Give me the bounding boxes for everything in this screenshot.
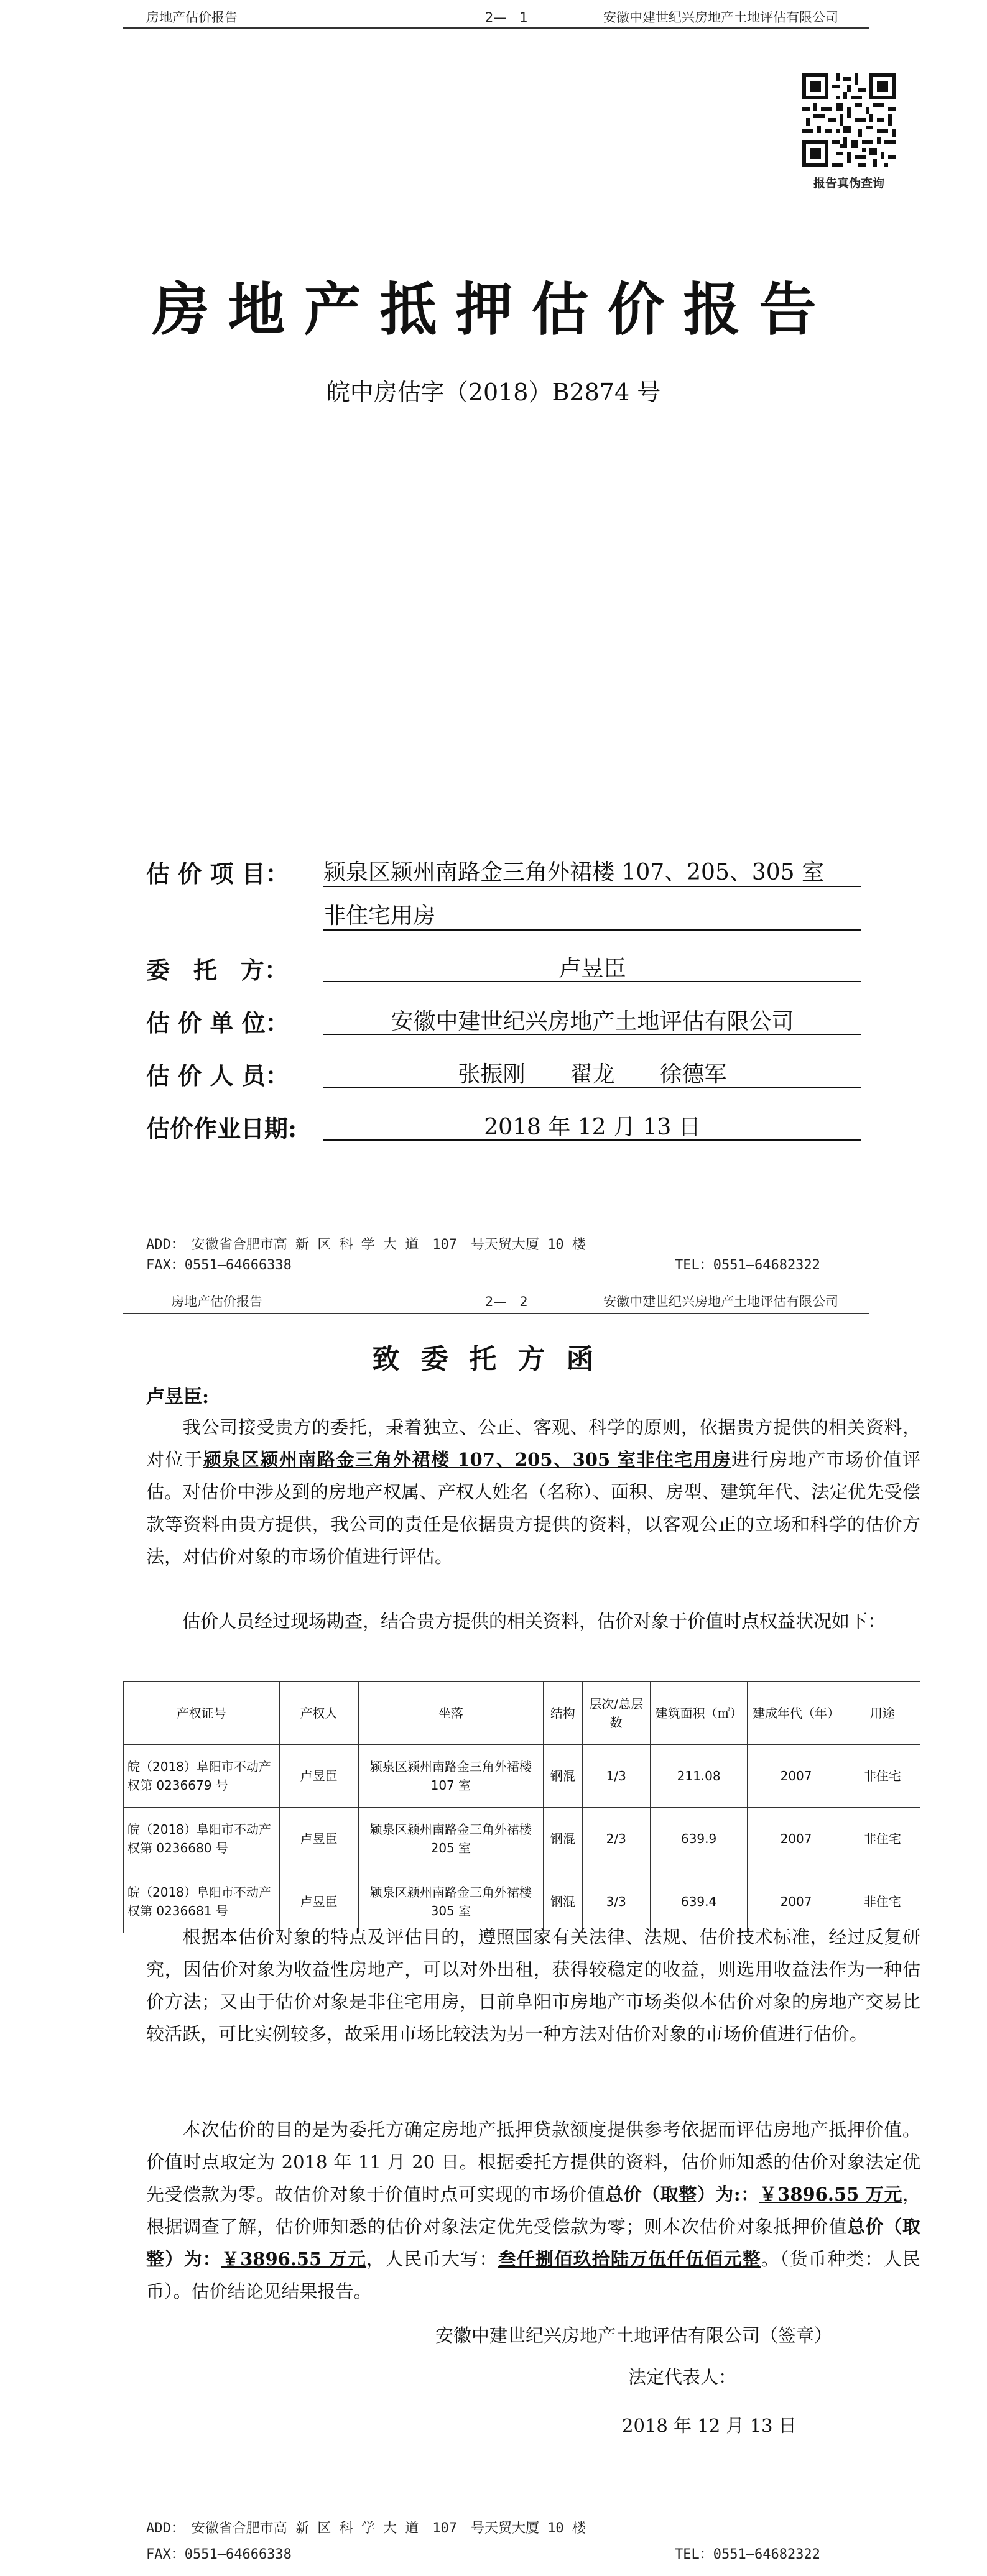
table-header-cell: 结构 xyxy=(544,1682,582,1745)
page1-footer-tel: TEL：0551—64682322 xyxy=(675,1258,820,1273)
value-label: 总价（取整）为:： xyxy=(605,2184,759,2205)
paragraph-4-text-end: 。（货币种类：人民币）。估价结论见结果报告。 xyxy=(146,2248,920,2302)
table-cell: 钢混 xyxy=(544,1808,582,1870)
table-cell: 卢昱臣 xyxy=(279,1745,358,1808)
signature-legal-rep: 法定代表人： xyxy=(628,2367,737,2388)
table-cell: 2/3 xyxy=(582,1808,650,1870)
letter-salutation: 卢昱臣: xyxy=(146,1386,210,1408)
field-value-date: 2018 年 12 月 13 日 xyxy=(484,1115,701,1140)
page1-header-left: 房地产估价报告 xyxy=(146,10,238,25)
qr-code-icon[interactable] xyxy=(802,73,896,167)
paragraph-1-text: 我公司接受贵方的委托，秉着独立、公正、客观、科学的原则，依据贵方提供的相关资料，对位于 xyxy=(146,1417,920,1470)
table-cell: 非住宅 xyxy=(845,1808,920,1870)
paragraph-4-text: 本次估价的目的是为委托方确定房地产抵押贷款额度提供参考依据而评估房地产抵押价值。价值时点取定为 2018 年 11 月 20 日。根据委托方提供的资料，估价师知悉的估价对象法定优先受偿款为零。故估价对象于价值时点可实现的市场价值 xyxy=(146,2119,920,2205)
table-cell: 钢混 xyxy=(544,1745,582,1808)
table-cell: 非住宅 xyxy=(845,1745,920,1808)
table-header-cell: 用途 xyxy=(845,1682,920,1745)
page2-header-right: 安徽中建世纪兴房地产土地评估有限公司 xyxy=(603,1294,838,1309)
report-number: 皖中房估字（2018）B2874 号 xyxy=(326,379,661,406)
letter-paragraph-2 xyxy=(146,1605,920,1637)
field-value-client: 卢昱臣 xyxy=(558,956,626,982)
letter-paragraph-1 xyxy=(146,1411,920,1573)
table-header-cell: 产权人 xyxy=(279,1682,358,1745)
table-cell: 皖（2018）阜阳市不动产权第 0236680 号 xyxy=(124,1808,280,1870)
table-cell: 卢昱臣 xyxy=(279,1808,358,1870)
page1-header-page: 2— 1 xyxy=(485,10,528,25)
paragraph-4-text-cont2: ，人民币大写： xyxy=(366,2248,498,2270)
table-header-cell: 建成年代（年） xyxy=(748,1682,845,1745)
page2-header-page: 2— 2 xyxy=(485,1294,528,1309)
field-label-client: 委 托 方： xyxy=(146,956,289,984)
table-cell: 639.9 xyxy=(650,1808,747,1870)
signature-date: 2018 年 12 月 13 日 xyxy=(622,2415,797,2436)
table-cell: 2007 xyxy=(748,1870,845,1933)
table-row xyxy=(124,1808,920,1870)
mortgage-value: ￥3896.55 万元 xyxy=(221,2248,367,2270)
page1-header-right: 安徽中建世纪兴房地产土地评估有限公司 xyxy=(603,10,838,25)
underline xyxy=(323,1087,861,1088)
paragraph-2-text: 估价人员经过现场勘查，结合贵方提供的相关资料，估价对象于价值时点权益状况如下： xyxy=(182,1611,886,1632)
table-header-row xyxy=(124,1682,920,1745)
page1-footer-address: ADD： 安徽省合肥市高 新 区 科 学 大 道 107 号天贸大厦 10 楼 xyxy=(146,1237,586,1253)
letter-title: 致委托方函 xyxy=(372,1343,615,1375)
paragraph-3-text: 根据本估价对象的特点及评估目的，遵照国家有关法律、法规、估价技术标准，经过反复研究，因估价对象为收益性房地产，可以对外出租，获得较稳定的收益，则选用收益法作为一种估价方法；又由于估价对象是非住宅用房，目前阜阳市房地产市场类似本估价对象的房地产交易比较活跃，可比实例较多，故采用市场比较法为另一种方法对估价对象的市场价值进行估价。 xyxy=(146,1926,920,2045)
table-cell: 3/3 xyxy=(582,1870,650,1933)
qr-caption: 报告真伪查询 xyxy=(813,177,884,190)
letter-paragraph-4 xyxy=(146,2114,920,2307)
field-label-appraiser-org: 估 价 单 位： xyxy=(146,1009,289,1037)
field-label-appraisers: 估 价 人 员： xyxy=(146,1062,289,1090)
value-in-words: 叁仟捌佰玖拾陆万伍仟伍佰元整 xyxy=(498,2248,761,2270)
table-cell: 非住宅 xyxy=(845,1870,920,1933)
table-header-cell: 坐落 xyxy=(358,1682,544,1745)
table-cell: 皖（2018）阜阳市不动产权第 0236681 号 xyxy=(124,1870,280,1933)
signature-company: 安徽中建世纪兴房地产土地评估有限公司（签章） xyxy=(435,2325,833,2346)
underline xyxy=(323,981,861,982)
field-value-appraiser-org: 安徽中建世纪兴房地产土地评估有限公司 xyxy=(391,1009,794,1034)
paragraph-1-text-cont: 进行房地产市场价值评估。对估价中涉及到的房地产权属、产权人姓名（名称）、面积、房型、建筑年代、法定优先受偿款等资料由贵方提供，我公司的责任是依据贵方提供的资料，以客观公正的立场和科学的估价方法，对估价对象的市场价值进行评估。 xyxy=(146,1449,920,1567)
underline xyxy=(323,886,861,887)
paragraph-4-text-cont: ，根据调查了解，估价师知悉的估价对象法定优先受偿款为零；则本次估价对象抵押价值 xyxy=(146,2184,920,2237)
table-cell: 颍泉区颍州南路金三角外裙楼 305 室 xyxy=(358,1870,544,1933)
table-header-cell: 层次/总层数 xyxy=(582,1682,650,1745)
table-cell: 颍泉区颍州南路金三角外裙楼 107 室 xyxy=(358,1745,544,1808)
table-cell: 钢混 xyxy=(544,1870,582,1933)
field-value-appraisers: 张振刚 翟龙 徐德军 xyxy=(458,1062,727,1087)
page2-footer-tel: TEL：0551—64682322 xyxy=(675,2547,820,2562)
table-row xyxy=(124,1745,920,1808)
property-address: 颍泉区颍州南路金三角外裙楼 107、205、305 室非住宅用房 xyxy=(203,1449,732,1470)
table-cell: 639.4 xyxy=(650,1870,747,1933)
table-cell: 2007 xyxy=(748,1808,845,1870)
page2-header-left: 房地产估价报告 xyxy=(171,1294,262,1309)
report-title: 房地产抵押估价报告 xyxy=(152,276,835,343)
field-value-project-line2: 非住宅用房 xyxy=(323,903,436,929)
market-value: ￥3896.55 万元 xyxy=(759,2184,902,2205)
page2-header-rule xyxy=(123,1313,869,1314)
table-cell: 1/3 xyxy=(582,1745,650,1808)
page2-footer-fax: FAX：0551—64666338 xyxy=(146,2547,292,2562)
table-cell: 211.08 xyxy=(650,1745,747,1808)
table-header-cell: 产权证号 xyxy=(124,1682,280,1745)
underline xyxy=(323,1139,861,1141)
mortgage-value-label: 总价（取整）为： xyxy=(146,2216,920,2270)
underline xyxy=(323,1034,861,1035)
property-rights-table xyxy=(123,1681,920,1933)
table-cell: 皖（2018）阜阳市不动产权第 0236679 号 xyxy=(124,1745,280,1808)
page1-header-rule xyxy=(123,27,869,29)
page2-footer-address: ADD： 安徽省合肥市高 新 区 科 学 大 道 107 号天贸大厦 10 楼 xyxy=(146,2521,586,2536)
table-cell: 颍泉区颍州南路金三角外裙楼 205 室 xyxy=(358,1808,544,1870)
table-cell: 卢昱臣 xyxy=(279,1870,358,1933)
table-cell: 2007 xyxy=(748,1745,845,1808)
letter-paragraph-3 xyxy=(146,1921,920,2050)
field-value-project: 颍泉区颍州南路金三角外裙楼 107、205、305 室 xyxy=(323,860,825,885)
table-header-cell: 建筑面积（㎡） xyxy=(650,1682,747,1745)
underline xyxy=(323,929,861,931)
page1-footer-fax: FAX：0551—64666338 xyxy=(146,1258,292,1273)
field-label-date: 估价作业日期: xyxy=(146,1115,297,1143)
field-label-project: 估 价 项 目： xyxy=(146,860,289,888)
